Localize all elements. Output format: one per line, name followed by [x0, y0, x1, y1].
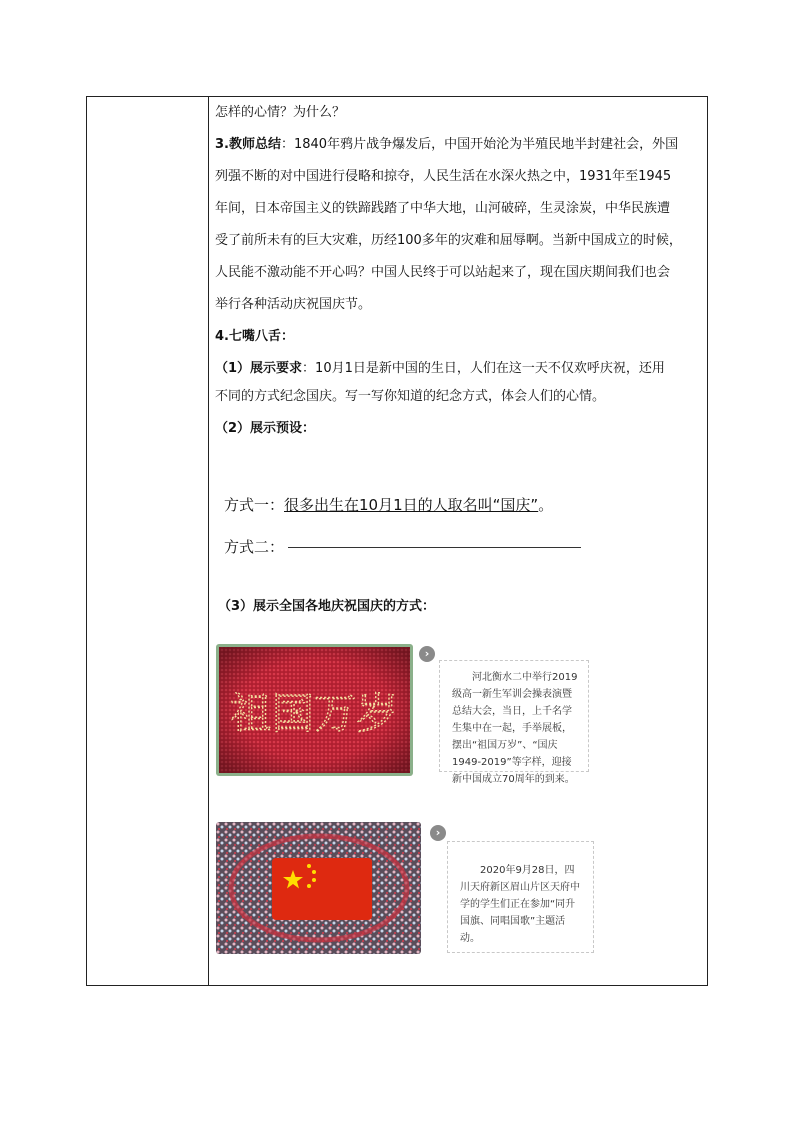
- requirement-text: ：10月1日是新中国的生日，人们在这一天不仅欢呼庆祝，还用: [302, 361, 665, 376]
- summary-line-6: 举行各种活动庆祝国庆节。: [215, 297, 372, 312]
- method-1-label: 方式一：: [224, 496, 285, 514]
- summary-label: 3.教师总结: [215, 137, 281, 152]
- summary-line-1: [215, 132, 699, 158]
- question-line: 怎样的心情？为什么？: [215, 105, 346, 120]
- arrow-icon: ›: [430, 825, 446, 841]
- summary-text: ：1840年鸦片战争爆发后，中国开始沦为半殖民地半封建社会，外国: [280, 137, 679, 152]
- show-heading: （3）展示全国各地庆祝国庆的方式：: [218, 599, 436, 614]
- method-1: [224, 494, 553, 515]
- requirement-line-2: 不同的方式纪念国庆。写一写你知道的纪念方式，体会人们的心情。: [215, 389, 606, 404]
- photo-flag-ceremony: [216, 822, 421, 954]
- summary-line-2: 列强不断的对中国进行侵略和掠夺，人民生活在水深火热之中，1931年至1945: [215, 169, 672, 184]
- preset-heading: （2）展示预设：: [215, 421, 316, 436]
- photo-1-image: [216, 644, 413, 776]
- arrow-icon: ›: [419, 646, 435, 662]
- method-2: [224, 536, 581, 557]
- photo-1-caption: 河北衡水二中举行2019级高一新生军训会操表演暨总结大会，当日，上千名学生集中在一起，手举展板，摆出“祖国万岁”、“国庆1949-2019”等字样，迎接新中国成立70周年的到来。: [439, 660, 589, 772]
- summary-line-4: 受了前所未有的巨大灾难，历经100多年的灾难和屈辱啊。当新中国成立的时候，: [215, 233, 682, 248]
- method-1-end: 。: [538, 496, 554, 514]
- photo-1-slogan: 祖国万岁: [229, 689, 399, 738]
- section-4-heading: 4.七嘴八舌：: [215, 329, 294, 344]
- method-1-text: 很多出生在10月1日的人取名叫“国庆”: [284, 496, 539, 514]
- requirement-line-1: [215, 356, 699, 382]
- photo-celebration-card-display: [216, 644, 413, 776]
- photo-2-image: [216, 822, 421, 954]
- summary-line-5: 人民能不激动能不开心吗？中国人民终于可以站起来了，现在国庆期间我们也会: [215, 265, 671, 280]
- requirement-label: （1）展示要求: [215, 361, 303, 376]
- method-2-blank: [288, 547, 581, 548]
- photo-2-caption: 2020年9月28日，四川天府新区眉山片区天府中学的学生们正在参加“同升国旗、同唱国歌”主题活动。: [447, 841, 594, 953]
- method-2-label: 方式二：: [224, 538, 285, 556]
- summary-line-3: 年间，日本帝国主义的铁蹄践踏了中华大地，山河破碎，生灵涂炭，中华民族遭: [215, 201, 671, 216]
- column-divider: [208, 97, 209, 985]
